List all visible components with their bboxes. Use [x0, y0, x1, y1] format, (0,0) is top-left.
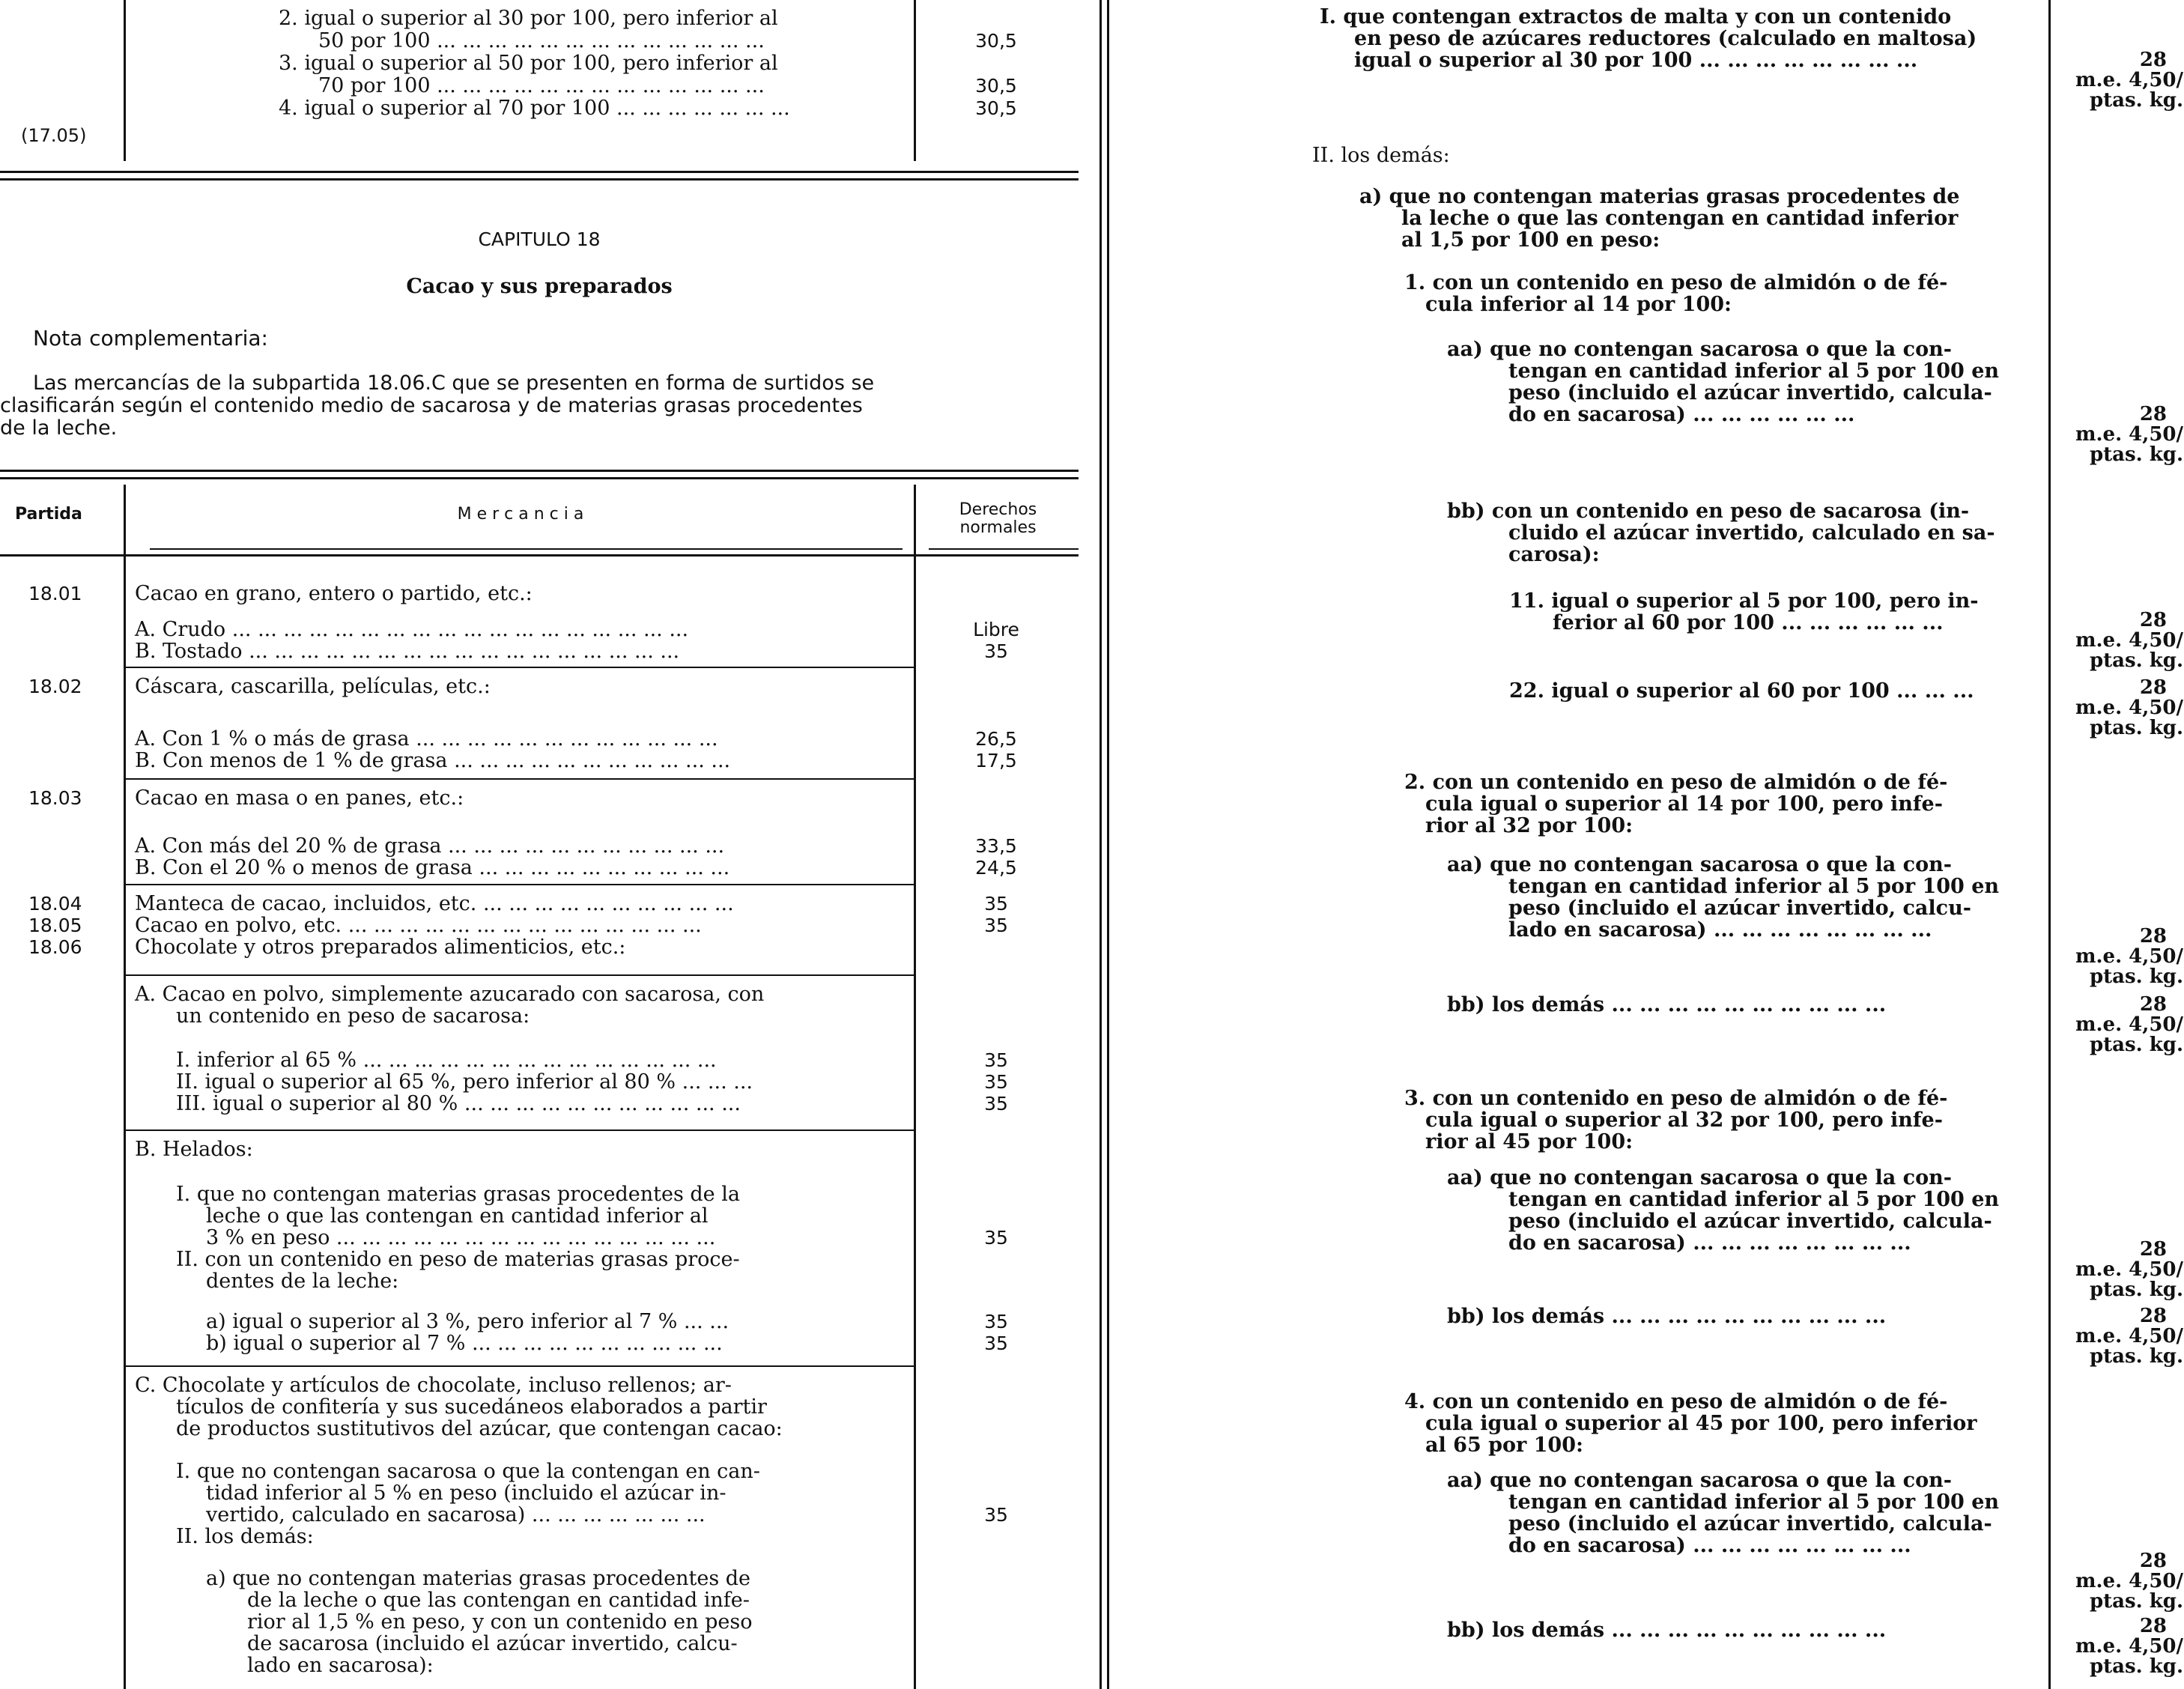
table-row-text: III. igual o superior al 80 % ... ... ... ... ... ... ... ... ... ... ... — [176, 1092, 741, 1115]
header-derechos: normales — [959, 518, 1037, 537]
duty-value: 26,5 — [975, 728, 1017, 750]
partida-code: 18.03 — [28, 787, 82, 809]
text-line: aa) que no contengan sacarosa o que la con- — [1447, 338, 1952, 361]
table-row-text: B. Con menos de 1 % de grasa ... ... ... ... ... ... ... ... ... ... ... — [135, 749, 731, 772]
table-row-text: Chocolate y otros preparados alimenticios, etc.: — [135, 936, 626, 959]
duty-line: ptas. kg. — [2089, 717, 2183, 739]
partida-code: 18.02 — [28, 676, 82, 697]
duty-line: 28 — [2139, 1615, 2167, 1637]
partida-code: 18.01 — [28, 583, 82, 604]
duty-value: 35 — [984, 640, 1008, 662]
table-row-text: A. Cacao en polvo, simplemente azucarado con sacarosa, con — [135, 983, 765, 1006]
duty-line: ptas. kg. — [2089, 89, 2183, 112]
text-line: bb) los demás ... ... ... ... ... ... ... ... ... ... — [1447, 1305, 1887, 1328]
table-row-text: leche o que las contengan en cantidad inferior al — [206, 1204, 709, 1228]
duty-line: m.e. 4,50/ — [2075, 697, 2183, 719]
divider — [0, 171, 1079, 173]
text-line: 11. igual o superior al 5 por 100, pero in- — [1509, 589, 1979, 613]
duty-value: 35 — [984, 1311, 1008, 1332]
table-row-text: II. igual o superior al 65 %, pero inferior al 80 % ... ... ... — [176, 1070, 753, 1094]
text-line: rior al 45 por 100: — [1425, 1130, 1634, 1153]
partida-code: 18.06 — [28, 936, 82, 958]
note-text: de la leche. — [0, 416, 118, 440]
text-line: ferior al 60 por 100 ... ... ... ... ... ... — [1553, 611, 1944, 634]
table-row-text: tidad inferior al 5 % en peso (incluido el azúcar in- — [206, 1482, 727, 1505]
partida-code: 18.05 — [28, 915, 82, 936]
row-divider — [124, 884, 916, 885]
duty-value — [2056, 1551, 2183, 1612]
text-line: cluido el azúcar invertido, calculado en sa- — [1508, 521, 1995, 545]
table-row-text: B. Helados: — [135, 1138, 253, 1161]
partida-code: (17.05) — [21, 125, 87, 146]
text-line: bb) los demás ... ... ... ... ... ... ... ... ... ... — [1447, 993, 1887, 1016]
header-underline — [150, 548, 903, 550]
duty-line: ptas. kg. — [2089, 1345, 2183, 1368]
text-line: peso (incluido el azúcar invertido, calcula- — [1508, 1210, 1992, 1233]
table-row-text: A. Crudo ... ... ... ... ... ... ... ... ... ... ... ... ... ... ... ... ... ... — [135, 618, 689, 641]
duty-value: 35 — [984, 1093, 1008, 1115]
duty-line: m.e. 4,50/ — [2075, 1570, 2183, 1592]
duty-value — [2056, 678, 2183, 739]
text-line: bb) los demás ... ... ... ... ... ... ... ... ... ... — [1447, 1619, 1887, 1642]
duty-value: 33,5 — [975, 835, 1017, 857]
table-row-text: Cáscara, cascarilla, películas, etc.: — [135, 675, 491, 698]
duty-line: 28 — [2139, 1238, 2167, 1261]
text-line: aa) que no contengan sacarosa o que la con- — [1447, 1469, 1952, 1492]
text-line: cula igual o superior al 32 por 100, pero infe- — [1425, 1109, 1943, 1132]
text-line: carosa): — [1508, 543, 1600, 566]
table-row-text: II. con un contenido en peso de materias grasas proce- — [176, 1248, 740, 1271]
col-rule — [2048, 0, 2051, 1689]
row-divider — [124, 667, 916, 668]
duty-value: 35 — [984, 915, 1008, 936]
partida-code: 18.04 — [28, 893, 82, 915]
text-line: tengan en cantidad inferior al 5 por 100 en — [1508, 1491, 2000, 1514]
col-rule — [914, 0, 916, 161]
duty-line: m.e. 4,50/ — [2075, 1258, 2183, 1281]
duty-line: 28 — [2139, 49, 2167, 71]
note-text: clasificarán según el contenido medio de sacarosa y de materias grasas procedentes — [0, 394, 863, 417]
duty-line: ptas. kg. — [2089, 443, 2183, 466]
text-line: igual o superior al 30 por 100 ... ... ... ... ... ... ... ... — [1354, 49, 1918, 72]
page-divider — [1099, 0, 1102, 1689]
duty-line: 28 — [2139, 1305, 2167, 1327]
chapter-number: CAPITULO 18 — [478, 228, 601, 250]
text-line: 22. igual o superior al 60 por 100 ... ... ... — [1509, 679, 1974, 703]
duty-line: ptas. kg. — [2089, 965, 2183, 988]
duty-line: m.e. 4,50/ — [2075, 629, 2183, 652]
text-line: tengan en cantidad inferior al 5 por 100 en — [1508, 875, 2000, 898]
text-line: aa) que no contengan sacarosa o que la con- — [1447, 853, 1952, 876]
text-line: 70 por 100 ... ... ... ... ... ... ... ... ... ... ... ... ... — [318, 74, 765, 97]
duty-line: ptas. kg. — [2089, 1590, 2183, 1613]
table-row-text: A. Con más del 20 % de grasa ... ... ... ... ... ... ... ... ... ... ... — [135, 834, 725, 858]
table-row-text: rior al 1,5 % en peso, y con un contenido en peso — [247, 1610, 753, 1634]
table-row-text: I. inferior al 65 % ... ... ... ... ... ... ... ... ... ... ... ... ... ... — [176, 1049, 717, 1072]
duty-value: 35 — [984, 1049, 1008, 1071]
row-divider — [124, 974, 916, 976]
duty-value: 35 — [984, 893, 1008, 915]
table-row-text: lado en sacarosa): — [247, 1654, 434, 1677]
duty-line: 28 — [2139, 676, 2167, 699]
header-underline — [929, 548, 1079, 550]
duty-value: 30,5 — [975, 97, 1017, 119]
table-row-text: de sacarosa (incluido el azúcar invertido, calcu- — [247, 1632, 738, 1655]
row-divider — [124, 1129, 916, 1131]
row-divider — [124, 778, 916, 780]
duty-line: 28 — [2139, 925, 2167, 947]
text-line: do en sacarosa) ... ... ... ... ... ... ... ... — [1508, 1231, 1911, 1255]
duty-line: m.e. 4,50/ — [2075, 423, 2183, 446]
divider — [0, 477, 1079, 479]
table-row-text: a) que no contengan materias grasas procedentes de — [206, 1567, 751, 1590]
duty-line: ptas. kg. — [2089, 649, 2183, 672]
duty-line: ptas. kg. — [2089, 1279, 2183, 1301]
duty-value: Libre — [973, 619, 1019, 640]
text-line: 4. igual o superior al 70 por 100 ... ... ... ... ... ... ... — [279, 97, 790, 120]
text-line: al 1,5 por 100 en peso: — [1401, 228, 1660, 252]
text-line: II. los demás: — [1312, 144, 1450, 167]
table-row-text: tículos de confitería y sus sucedáneos elaborados a partir — [176, 1395, 767, 1419]
duty-value: 35 — [984, 1332, 1008, 1354]
duty-value: 35 — [984, 1071, 1008, 1093]
duty-value — [2056, 404, 2183, 465]
text-line: 2. igual o superior al 30 por 100, pero inferior al — [279, 7, 778, 30]
text-line: lado en sacarosa) ... ... ... ... ... ... ... ... — [1508, 918, 1932, 941]
divider — [0, 554, 1079, 557]
duty-line: m.e. 4,50/ — [2075, 945, 2183, 968]
duty-line: 28 — [2139, 403, 2167, 425]
duty-line: m.e. 4,50/ — [2075, 69, 2183, 91]
text-line: peso (incluido el azúcar invertido, calcula- — [1508, 1512, 1992, 1535]
table-row-text: vertido, calculado en sacarosa) ... ... ... ... ... ... ... — [206, 1503, 706, 1526]
note-text: Las mercancías de la subpartida 18.06.C que se presenten en forma de surtidos se — [33, 372, 875, 395]
duty-value — [2056, 50, 2183, 111]
table-row-text: B. Con el 20 % o menos de grasa ... ... ... ... ... ... ... ... ... ... — [135, 856, 730, 879]
divider — [0, 178, 1079, 181]
table-row-text: a) igual o superior al 3 %, pero inferior al 7 % ... ... — [206, 1310, 729, 1333]
text-line: 3. con un contenido en peso de almidón o de fé- — [1404, 1087, 1948, 1110]
table-row-text: dentes de la leche: — [206, 1270, 399, 1293]
duty-value — [2056, 610, 2183, 671]
table-row-text: B. Tostado ... ... ... ... ... ... ... ... ... ... ... ... ... ... ... ... ... — [135, 640, 680, 663]
col-rule — [914, 485, 916, 1689]
text-line: cula igual o superior al 14 por 100, pero infe- — [1425, 792, 1943, 816]
table-row-text: Cacao en masa o en panes, etc.: — [135, 786, 464, 810]
text-line: 50 por 100 ... ... ... ... ... ... ... ... ... ... ... ... ... — [318, 29, 765, 52]
text-line: a) que no contengan materias grasas procedentes de — [1359, 185, 1960, 208]
header-derechos: Derechos — [959, 500, 1037, 519]
table-row-text: de productos sustitutivos del azúcar, que contengan cacao: — [176, 1417, 783, 1440]
text-line: rior al 32 por 100: — [1425, 814, 1634, 837]
duty-line: ptas. kg. — [2089, 1034, 2183, 1056]
duty-value — [2056, 927, 2183, 987]
table-row-text: Manteca de cacao, incluidos, etc. ... ... ... ... ... ... ... ... ... ... — [135, 892, 734, 915]
duty-value: 30,5 — [975, 75, 1017, 97]
duty-value — [2056, 1616, 2183, 1677]
text-line: tengan en cantidad inferior al 5 por 100 en — [1508, 360, 2000, 383]
table-row-text: Cacao en grano, entero o partido, etc.: — [135, 582, 533, 605]
col-rule — [124, 0, 126, 161]
duty-value: 30,5 — [975, 30, 1017, 52]
duty-line: 28 — [2139, 609, 2167, 631]
text-line: la leche o que las contengan en cantidad inferior — [1401, 207, 1959, 230]
text-line: do en sacarosa) ... ... ... ... ... ... — [1508, 403, 1855, 426]
text-line: 1. con un contenido en peso de almidón o de fé- — [1404, 271, 1948, 294]
table-row-text: 3 % en peso ... ... ... ... ... ... ... ... ... ... ... ... ... ... ... — [206, 1226, 716, 1249]
text-line: 3. igual o superior al 50 por 100, pero inferior al — [279, 52, 778, 75]
text-line: al 65 por 100: — [1425, 1434, 1583, 1457]
table-row-text: II. los demás: — [176, 1525, 314, 1548]
note-heading: Nota complementaria: — [33, 326, 268, 351]
header-partida: Partida — [15, 505, 82, 524]
table-row-text: b) igual o superior al 7 % ... ... ... ... ... ... ... ... ... ... — [206, 1332, 723, 1355]
table-row-text: un contenido en peso de sacarosa: — [176, 1004, 530, 1028]
table-row-text: I. que no contengan sacarosa o que la contengan en can- — [176, 1460, 760, 1483]
table-row-text: A. Con 1 % o más de grasa ... ... ... ... ... ... ... ... ... ... ... ... — [135, 727, 718, 751]
duty-line: 28 — [2139, 1550, 2167, 1572]
duty-value: 35 — [984, 1227, 1008, 1249]
duty-value — [2056, 1240, 2183, 1300]
duty-value: 24,5 — [975, 857, 1017, 879]
text-line: en peso de azúcares reductores (calculado en maltosa) — [1354, 27, 1977, 50]
text-line: peso (incluido el azúcar invertido, calcu- — [1508, 897, 1971, 920]
text-line: 2. con un contenido en peso de almidón o de fé- — [1404, 771, 1948, 794]
text-line: cula inferior al 14 por 100: — [1425, 293, 1732, 316]
duty-value: 35 — [984, 1504, 1008, 1526]
duty-value — [2056, 995, 2183, 1055]
duty-line: m.e. 4,50/ — [2075, 1325, 2183, 1347]
header-mercancia: M e r c a n c i a — [457, 505, 584, 524]
table-row-text: de la leche o que las contengan en cantidad infe- — [247, 1589, 750, 1612]
text-line: I. que contengan extractos de malta y con un contenido — [1320, 5, 1952, 28]
text-line: bb) con un contenido en peso de sacarosa (in- — [1447, 500, 1970, 523]
text-line: 4. con un contenido en peso de almidón o de fé- — [1404, 1390, 1948, 1413]
text-line: do en sacarosa) ... ... ... ... ... ... ... ... — [1508, 1534, 1911, 1557]
row-divider — [124, 1365, 916, 1367]
duty-line: m.e. 4,50/ — [2075, 1013, 2183, 1036]
duty-line: 28 — [2139, 993, 2167, 1016]
duty-value: 17,5 — [975, 750, 1017, 771]
page-divider — [1107, 0, 1109, 1689]
chapter-title: Cacao y sus preparados — [406, 275, 673, 298]
text-line: cula igual o superior al 45 por 100, pero inferior — [1425, 1412, 1977, 1435]
text-line: peso (incluido el azúcar invertido, calcula- — [1508, 381, 1992, 404]
text-line: tengan en cantidad inferior al 5 por 100 en — [1508, 1188, 2000, 1211]
col-rule — [124, 485, 126, 1689]
table-row-text: Cacao en polvo, etc. ... ... ... ... ... ... ... ... ... ... ... ... ... ... — [135, 914, 702, 937]
duty-line: ptas. kg. — [2089, 1655, 2183, 1678]
divider — [0, 470, 1079, 472]
text-line: aa) que no contengan sacarosa o que la con- — [1447, 1166, 1952, 1189]
table-row-text: I. que no contengan materias grasas procedentes de la — [176, 1183, 740, 1206]
duty-line: m.e. 4,50/ — [2075, 1635, 2183, 1658]
duty-value — [2056, 1306, 2183, 1367]
table-row-text: C. Chocolate y artículos de chocolate, incluso rellenos; ar- — [135, 1374, 732, 1397]
